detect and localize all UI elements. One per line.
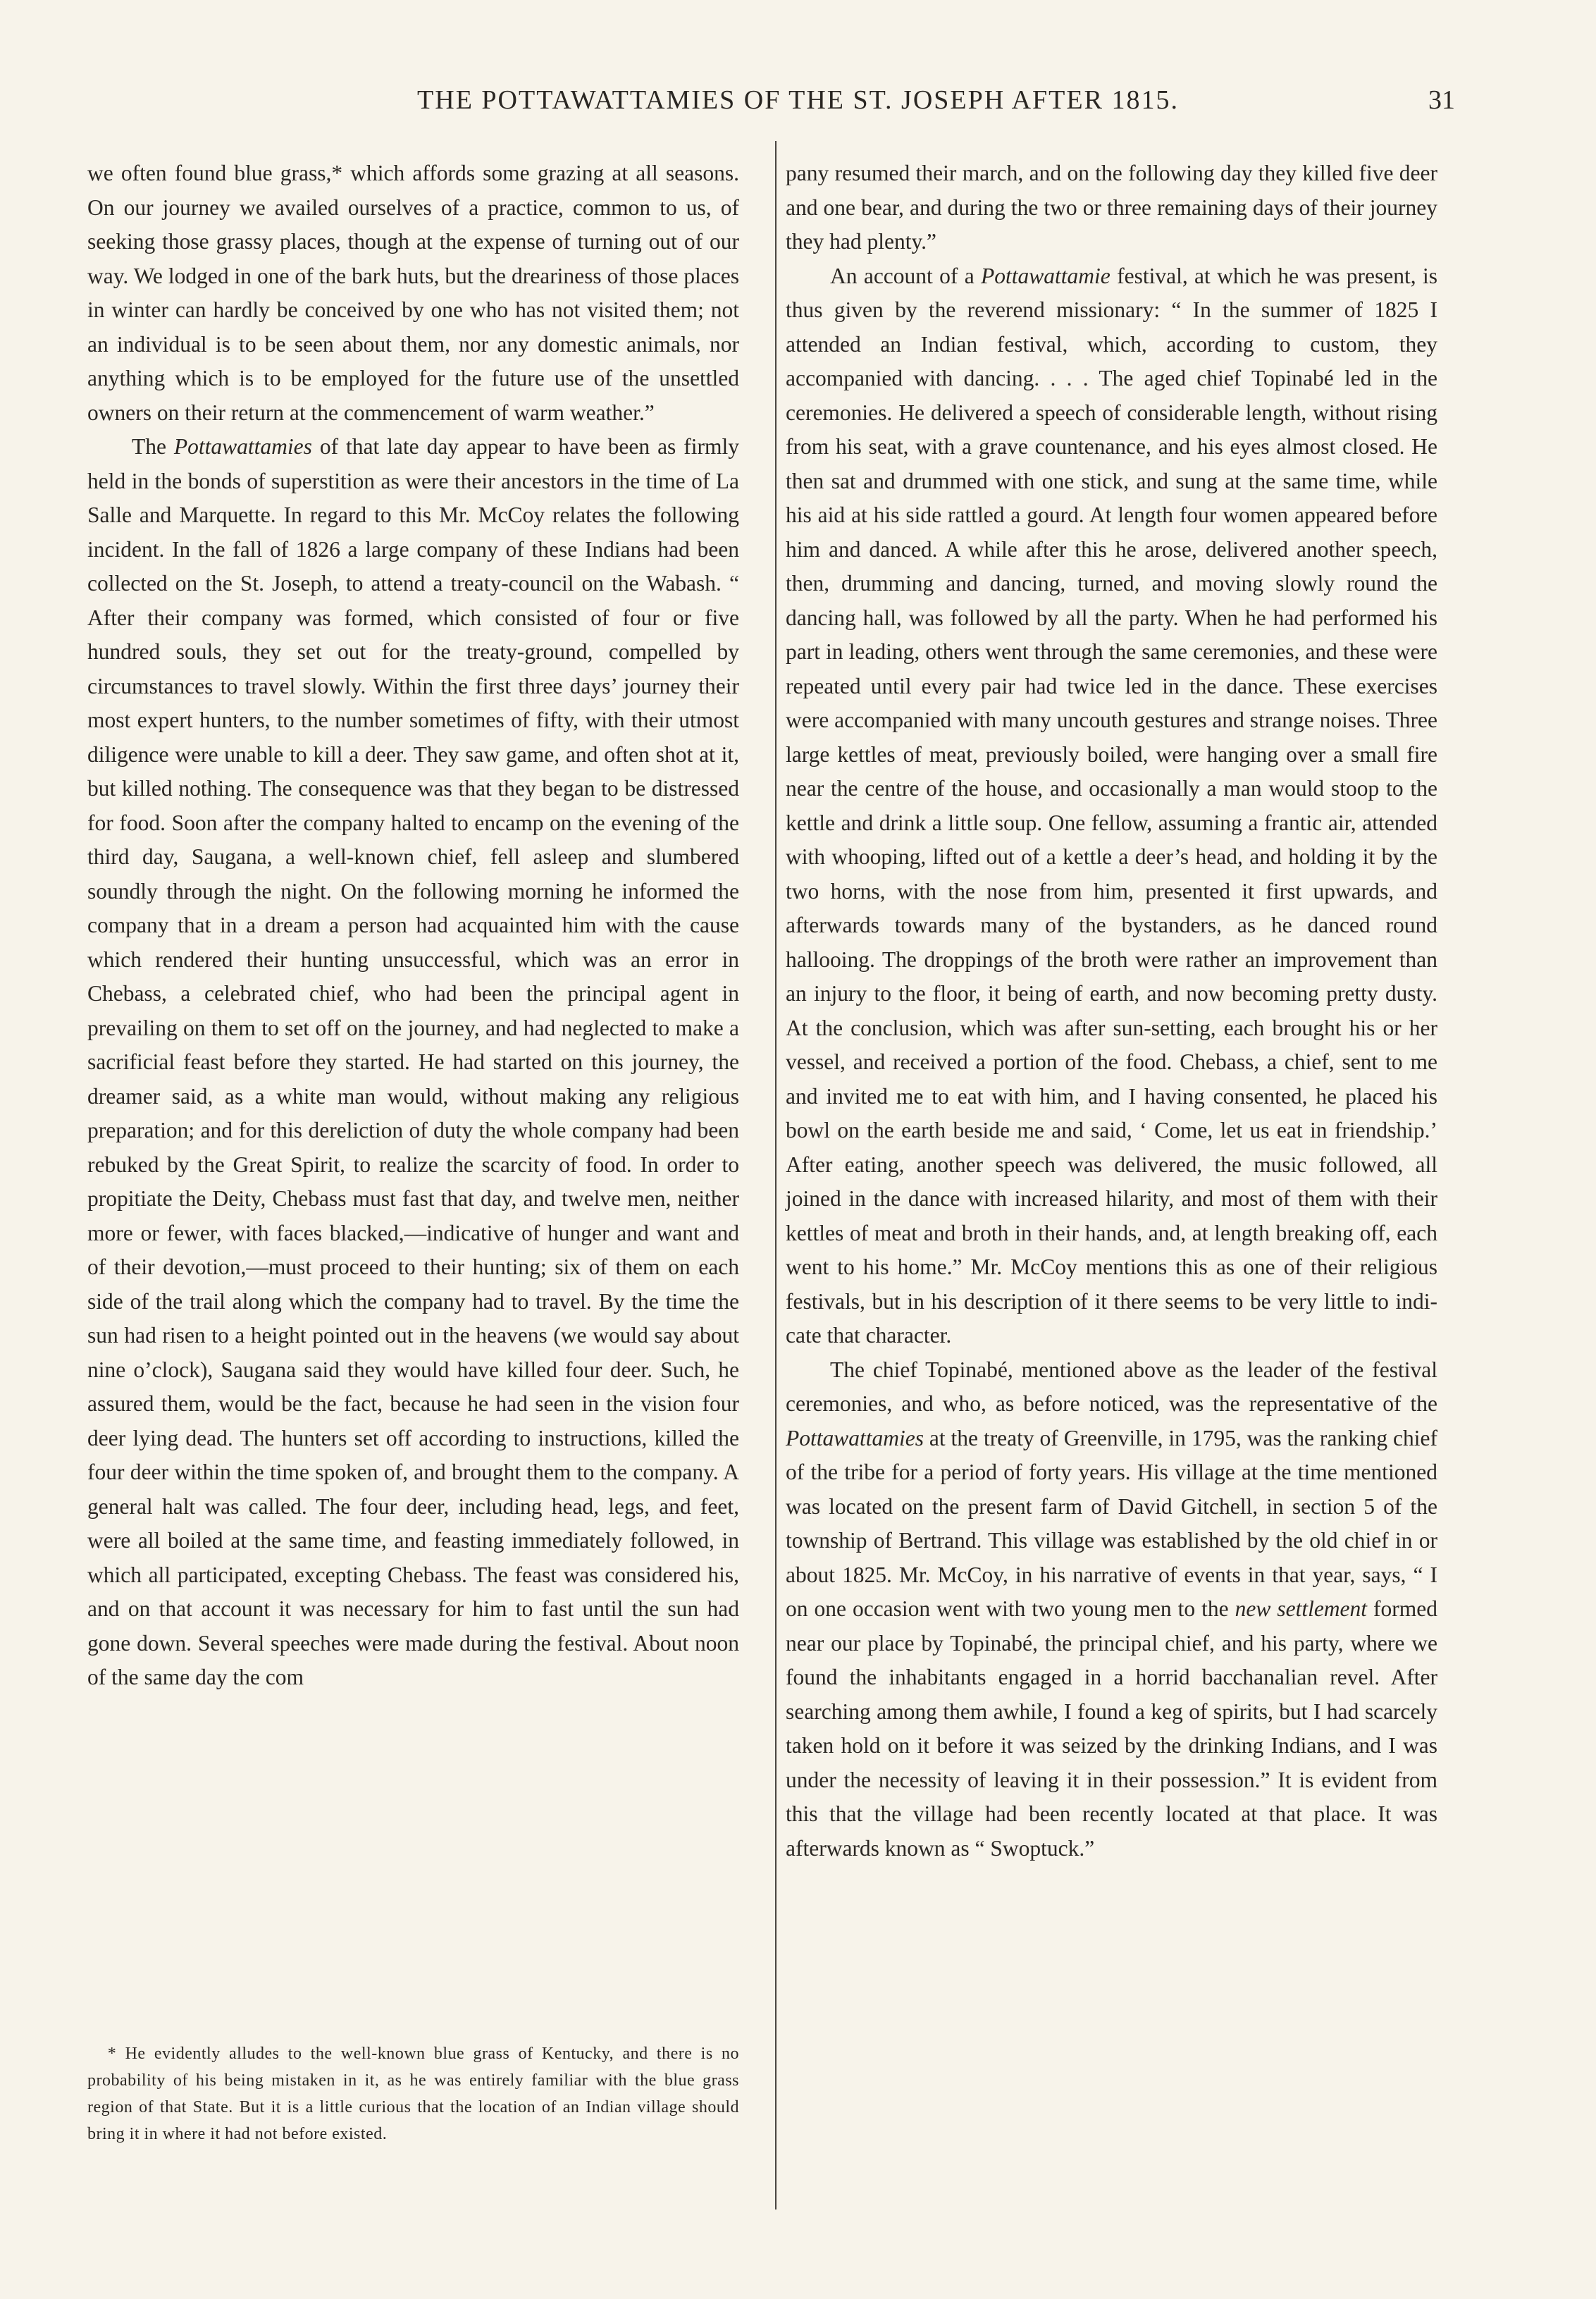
paragraph: The Pottawattamies of that late day appear to have been as firmly held in the bonds of superstition as were their ancestors in the time of La Salle and Marquette. In regard to this Mr. McCoy relates the following incident. In the fall of 1826 a large company of these Indians had been collected on the St. Joseph, to attend a treaty-council on the Wabash. “ After their company was formed, which consisted of four or five hundred souls, they set out for the treaty-ground, compelled by circumstances to travel slowly. Within the first three days’ journey their most expert hunters, to the number sometimes of fifty, with their utmost diligence were unable to kill a deer. They saw game, and often shot at it, but killed nothing. The consequence was that they began to be distressed for food. Soon after the company halted to encamp on the evening of the third day, Saugana, a well-known chief, fell asleep and slumbered soundly through the night. On the following morning he informed the company that in a dream a person had acquainted him with the cause which rendered their hunting unsuccessful, which was an error in Chebass, a celebrated chief, who had been the principal agent in prevailing on them to set off on the journey, and had neglected to make a sacrificial feast before they started. He had started on this journey, the dreamer said, as a white man would, without making any religious preparation; and for this dereliction of duty the whole company had been rebuked by the Great Spirit, to realize the scarcity of food. In order to propitiate the Deity, Chebass must fast that day, and twelve men, neither more or fewer, with faces blacked,—indicative of hunger and want and of their devotion,—must proceed to their hunting; six of them on each side of the trail along which the company had to travel. By the time the sun had risen to a height pointed out in the heavens (we would say about nine o’clock), Saugana said they would have killed four deer. Such, he assured them, would be the fact, because he had seen in the vision four deer lying dead. The hunters set off according to instructions, killed the four deer within the time spoken of, and brought them to the company. A general halt was called. The four deer, including head, legs, and feet, were all boiled at the same time, and feasting immediately followed, in which all participated, excepting Chebass. The feast was considered his, and on that account it was necessary for him to fast until the sun had gone down. Several speeches were made during the festival. About noon of the same day the com <box>87 434 739 1689</box>
left-column <box>87 156 739 1695</box>
column-divider <box>775 141 777 2209</box>
page-number: 31 <box>1428 85 1455 115</box>
footnote: * He evidently alludes to the well-known blue grass of Kentucky, and there is no probability of his being mistaken in it, as he was entirely familiar with the blue grass region of that State. But it is a little curious that the location of an Indian village should bring it in where it had not before existed. <box>87 2045 739 2143</box>
page-header <box>0 85 1596 127</box>
paragraph: An account of a Pottawattamie festival, at which he was present, is thus given by the reverend missionary: “ In the summer of 1825 I attended an Indian festival, which, according to custom, they accompanied with dancing. . . . The aged chief Topinabé led in the ceremonies. He delivered a speech of considerable length, without rising from his seat, with a grave countenance, and his eyes almost closed. He then sat and drummed with one stick, and sung at the same time, while his aid at his side rattled a gourd. At length four women appeared before him and danced. A while after this he arose, delivered another speech, then, drumming and dancing, turned, and moving slowly round the dancing hall, was followed by all the party. When he had performed his part in leading, others went through the same ceremonies, and these were repeated until every pair had twice led in the dance. These exercises were accompanied with many uncouth gestures and strange noises. Three large kettles of meat, previously boiled, were hanging over a small fire near the centre of the house, and occasionally a man would stoop to the kettle and drink a little soup. One fellow, assuming a frantic air, attended with whooping, lifted out of a kettle a deer’s head, and holding it by the two horns, with the nose from him, presented it first upwards, and afterwards towards many of the bystanders, as he danced round hallooing. The droppings of the broth were rather an improvement than an injury to the floor, it being of earth, and now becoming pretty dusty. At the conclusion, which was after sun-setting, each brought his or her vessel, and received a portion of the food. Chebass, a chief, sent to me and invited me to eat with him, and I having consented, he placed his bowl on the earth beside me and said, ‘ Come, let us eat in friendship.’ After eating, another speech was delivered, the music followed, all joined in the dance with increased hilarity, and most of them with their kettles of meat and broth in their hands, and, at length breaking off, each went to his home.” Mr. McCoy mentions this as one of their religious festivals, but in his description of it there seems to be very little to indicate that character. <box>786 263 1437 1348</box>
right-column <box>786 156 1437 1866</box>
running-title: THE POTTAWATTAMIES OF THE ST. JOSEPH AFTER 1815. <box>417 85 1179 115</box>
paragraph: The chief Topinabé, mentioned above as the leader of the festival ceremonies, and who, as before noticed, was the representative of the Pottawattamies at the treaty of Greenville, in 1795, was the ranking chief of the tribe for a period of forty years. His village at the time mentioned was located on the present farm of David Gitchell, in section 5 of the township of Bertrand. This village was established by the old chief in or about 1825. Mr. McCoy, in his narrative of events in that year, says, “ I on one occasion went with two young men to the new settlement formed near our place by Topinabé, the principal chief, and his party, where we found the inhabitants engaged in a horrid bacchanalian revel. After searching among them awhile, I found a keg of spirits, but I had scarcely taken hold on it before it was seized by the drinking Indians, and I was under the necessity of leaving it in their possession.” It is evident from this that the village had been recently located at that place. It was afterwards known as “ Swoptuck.” <box>786 1357 1438 1861</box>
paragraph: we often found blue grass,* which affords some grazing at all seasons. On our journey we availed ourselves of a practice, common to us, of seeking those grassy places, though at the expense of turning out of our way. We lodged in one of the bark huts, but the dreariness of those places in winter can hardly be conceived by one who has not visited them; not an individual is to be seen about them, nor any domestic animals, nor anything which is to be employed for the future use of the unsettled owners on their return at the commencement of warm weather.” <box>87 161 739 425</box>
paragraph: pany resumed their march, and on the following day they killed five deer and one bear, and during the two or three remaining days of their journey they had plenty.” <box>786 161 1437 254</box>
